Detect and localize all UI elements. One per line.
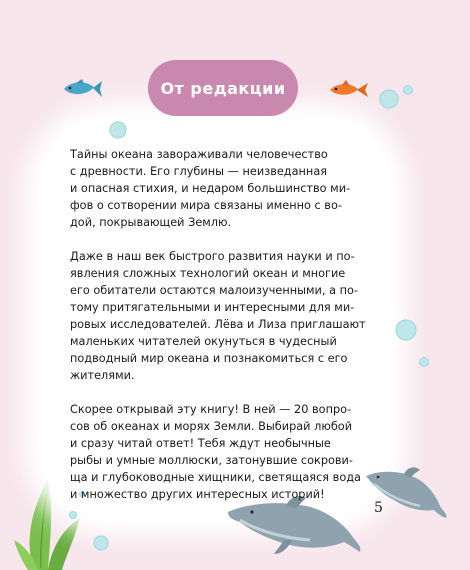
bubble-icon — [418, 356, 430, 368]
text-line: его обитатели остаются малоизученными, а по- — [70, 284, 358, 297]
text-line: Тайны океана завораживали человечество — [70, 148, 328, 161]
bubble-icon — [92, 534, 110, 552]
paragraph — [70, 248, 380, 384]
bubble-icon — [402, 84, 414, 96]
text-line: жителями. — [70, 369, 135, 382]
text-line: и опасная стихия, и недаром большинство ми- — [70, 182, 351, 195]
orange-fish-icon — [328, 80, 368, 100]
paragraph — [70, 146, 380, 231]
text-line: явления сложных технологий океан и многие — [70, 267, 346, 280]
bubble-icon — [108, 120, 128, 140]
text-line: ровых исследователей. Лёва и Лиза приглашают — [70, 318, 366, 331]
bubble-icon — [394, 318, 418, 342]
page-number: 5 — [374, 500, 383, 516]
text-line: маленьких читателей окунуться в чудесный — [70, 335, 337, 348]
text-line: Даже в наш век быстрого развития науки и по- — [70, 250, 355, 263]
text-line: и множество других интересных историй! — [70, 488, 325, 501]
blue-fish-icon — [60, 79, 102, 99]
text-line: рыбы и умные моллюски, затонувшие сокрови- — [70, 454, 353, 467]
text-line: ща и глубоководные хищники, светящаяся вода — [70, 471, 361, 484]
text-line: подводный мир океана и познакомиться с его — [70, 352, 348, 365]
text-line: фов о сотворении мира связаны именно с во- — [70, 199, 342, 212]
text-line: Скорее открывай эту книгу! В ней — 20 вопро- — [70, 403, 352, 416]
editorial-text — [70, 146, 380, 520]
text-line: сов об океанах и морях Земли. Выбирай любой — [70, 420, 353, 433]
text-line: дой, покрывающей Землю. — [70, 216, 232, 229]
page-title: От редакции — [148, 60, 298, 116]
text-line: с древности. Его глубины — неизведанная — [70, 165, 328, 178]
bubble-icon — [378, 88, 400, 110]
text-line: и сразу читай ответ! Тебя ждут необычные — [70, 437, 331, 450]
text-line: тому притягательными и интересными для ми- — [70, 301, 355, 314]
paragraph — [70, 401, 380, 503]
